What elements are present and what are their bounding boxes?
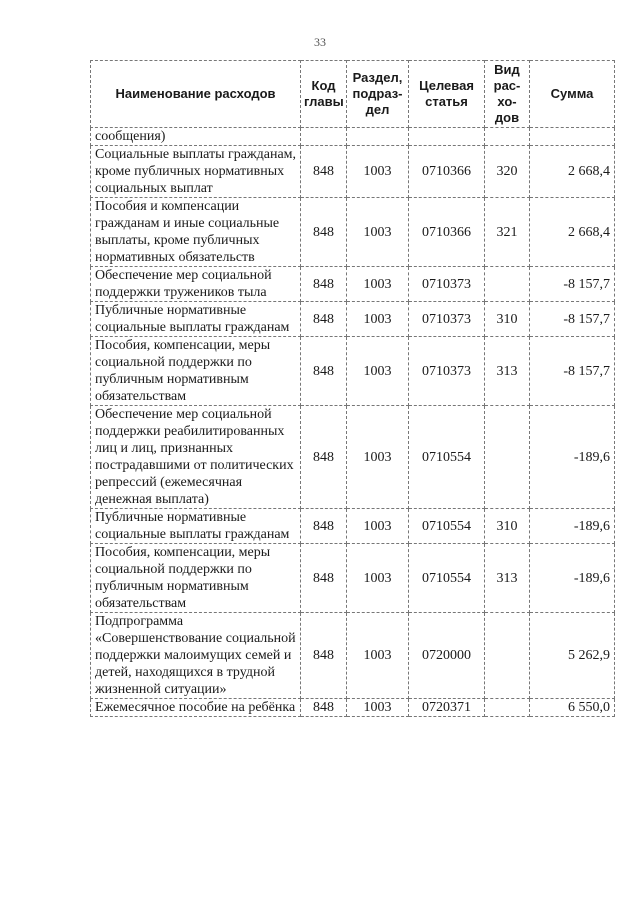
row-code: 848 xyxy=(301,337,347,406)
row-type: 321 xyxy=(485,198,530,267)
row-section: 1003 xyxy=(347,146,409,198)
row-type xyxy=(485,406,530,509)
row-name: Ежемесячное пособие на ребёнка xyxy=(91,699,301,717)
row-amount: 2 668,4 xyxy=(530,198,615,267)
row-code: 848 xyxy=(301,302,347,337)
row-code: 848 xyxy=(301,198,347,267)
row-section: 1003 xyxy=(347,198,409,267)
continuation-row xyxy=(91,128,615,146)
row-section: 1003 xyxy=(347,699,409,717)
header-section: Раздел, подраз-дел xyxy=(347,61,409,128)
header-name: Наименование расходов xyxy=(91,61,301,128)
header-target-item: Целевая статья xyxy=(409,61,485,128)
row-type xyxy=(485,613,530,699)
row-code: 848 xyxy=(301,544,347,613)
row-amount: -8 157,7 xyxy=(530,267,615,302)
row-amount: -189,6 xyxy=(530,509,615,544)
table-row xyxy=(91,337,615,406)
header-expense-type: Вид рас-хо-дов xyxy=(485,61,530,128)
row-type: 310 xyxy=(485,509,530,544)
row-code: 848 xyxy=(301,509,347,544)
row-target: 0710554 xyxy=(409,406,485,509)
row-type xyxy=(485,267,530,302)
row-target: 0710366 xyxy=(409,146,485,198)
row-name: Пособия и компенсации гражданам и иные социальные выплаты, кроме публичных нормативных обязательств xyxy=(91,198,301,267)
table-row xyxy=(91,699,615,717)
row-amount: 2 668,4 xyxy=(530,146,615,198)
header-chapter-code: Код главы xyxy=(301,61,347,128)
row-section: 1003 xyxy=(347,267,409,302)
table-row xyxy=(91,406,615,509)
row-code: 848 xyxy=(301,406,347,509)
header-amount: Сумма xyxy=(530,61,615,128)
table-row xyxy=(91,198,615,267)
row-code: 848 xyxy=(301,699,347,717)
row-amount: -8 157,7 xyxy=(530,302,615,337)
row-section: 1003 xyxy=(347,406,409,509)
row-name: Социальные выплаты гражданам, кроме публичных нормативных социальных выплат xyxy=(91,146,301,198)
row-amount: 5 262,9 xyxy=(530,613,615,699)
row-target: 0720000 xyxy=(409,613,485,699)
row-amount: -189,6 xyxy=(530,544,615,613)
table-row xyxy=(91,302,615,337)
row-target: 0710373 xyxy=(409,302,485,337)
continuation-text: сообщения) xyxy=(91,128,301,146)
row-target: 0710554 xyxy=(409,544,485,613)
table-header-row xyxy=(91,61,615,128)
row-amount: 6 550,0 xyxy=(530,699,615,717)
row-name: Публичные нормативные социальные выплаты гражданам xyxy=(91,302,301,337)
row-name: Пособия, компенсации, меры социальной поддержки по публичным нормативным обязательствам xyxy=(91,337,301,406)
row-section: 1003 xyxy=(347,544,409,613)
row-name: Подпрограмма «Совершенствование социальной поддержки малоимущих семей и детей, находящихся в трудной жизненной ситуации» xyxy=(91,613,301,699)
row-code: 848 xyxy=(301,613,347,699)
row-section: 1003 xyxy=(347,613,409,699)
row-amount: -189,6 xyxy=(530,406,615,509)
expenses-table xyxy=(90,60,615,717)
row-section: 1003 xyxy=(347,337,409,406)
row-name: Обеспечение мер социальной поддержки реабилитированных лиц и лиц, признанных пострадавшими от политических репрессий (ежемесячная денежная выплата) xyxy=(91,406,301,509)
row-section: 1003 xyxy=(347,302,409,337)
row-target: 0710373 xyxy=(409,267,485,302)
row-name: Публичные нормативные социальные выплаты гражданам xyxy=(91,509,301,544)
table-row xyxy=(91,509,615,544)
row-type xyxy=(485,699,530,717)
row-target: 0710554 xyxy=(409,509,485,544)
row-type: 313 xyxy=(485,337,530,406)
page-number: 33 xyxy=(314,35,326,49)
row-name: Обеспечение мер социальной поддержки тружеников тыла xyxy=(91,267,301,302)
row-target: 0720371 xyxy=(409,699,485,717)
row-target: 0710366 xyxy=(409,198,485,267)
row-section: 1003 xyxy=(347,509,409,544)
table-row xyxy=(91,613,615,699)
row-target: 0710373 xyxy=(409,337,485,406)
row-name: Пособия, компенсации, меры социальной поддержки по публичным нормативным обязательствам xyxy=(91,544,301,613)
table-row xyxy=(91,146,615,198)
row-type: 320 xyxy=(485,146,530,198)
row-code: 848 xyxy=(301,267,347,302)
row-amount: -8 157,7 xyxy=(530,337,615,406)
table-row xyxy=(91,544,615,613)
row-type: 313 xyxy=(485,544,530,613)
row-type: 310 xyxy=(485,302,530,337)
table-row xyxy=(91,267,615,302)
row-code: 848 xyxy=(301,146,347,198)
